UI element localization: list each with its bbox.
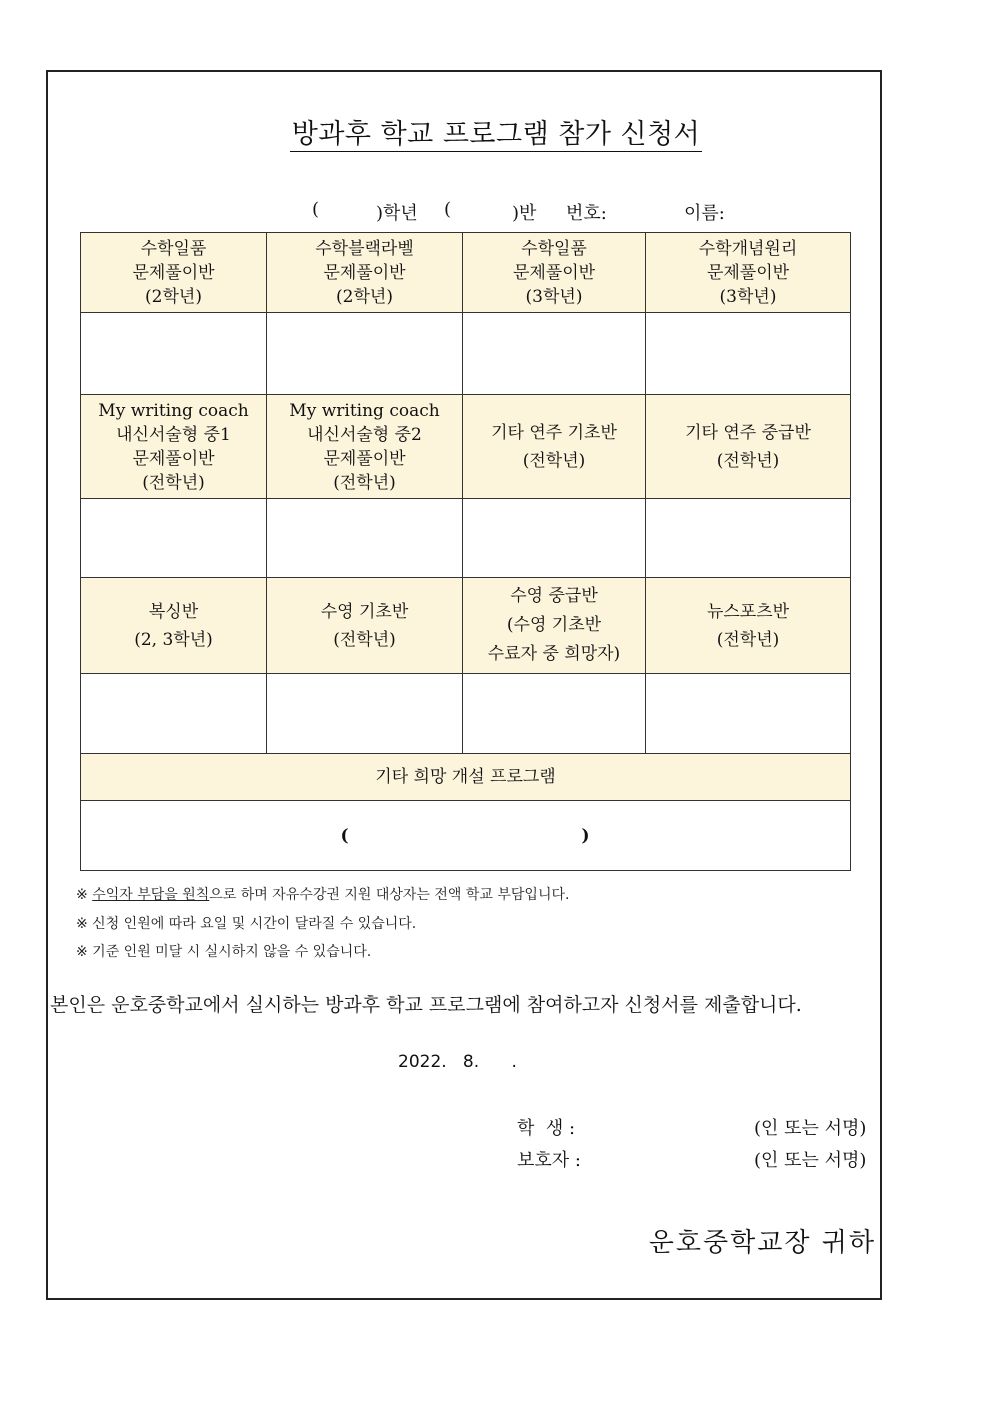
program-cell: 수영 기초반 (전학년) xyxy=(267,578,463,674)
check-cell[interactable] xyxy=(267,499,463,578)
check-cell[interactable] xyxy=(646,674,851,754)
program-cell: 수학개념원리 문제풀이반 (3학년) xyxy=(646,233,851,313)
program-cell: 수학일품 문제풀이반 (3학년) xyxy=(463,233,646,313)
other-program-input[interactable]: ( ) xyxy=(81,801,851,871)
check-cell[interactable] xyxy=(267,674,463,754)
grade-label: )학년 xyxy=(376,203,418,224)
program-cell: 뉴스포츠반 (전학년) xyxy=(646,578,851,674)
program-cell: 수영 중급반 (수영 기초반 수료자 중 희망자) xyxy=(463,578,646,674)
notice-3: ※ 기준 인원 미달 시 실시하지 않을 수 있습니다. xyxy=(76,944,372,960)
check-cell[interactable] xyxy=(81,674,267,754)
class-label: )반 xyxy=(512,203,537,224)
program-table xyxy=(80,232,851,871)
class-open: ( xyxy=(444,199,452,220)
number-label: 번호: xyxy=(566,203,607,224)
check-cell[interactable] xyxy=(267,313,463,395)
student-seal[interactable]: (인 또는 서명) xyxy=(754,1118,867,1139)
program-cell: 복싱반 (2, 3학년) xyxy=(81,578,267,674)
declaration-text: 본인은 운호중학교에서 실시하는 방과후 학교 프로그램에 참여하고자 신청서를 제출합니다. xyxy=(50,994,802,1016)
principal-addressee: 운호중학교장 귀하 xyxy=(648,1228,876,1258)
guardian-seal[interactable]: (인 또는 서명) xyxy=(754,1150,867,1171)
grade-open: ( xyxy=(312,199,320,220)
program-cell: My writing coach 내신서술형 중1 문제풀이반 (전학년) xyxy=(81,395,267,499)
check-cell[interactable] xyxy=(81,499,267,578)
date-line: 2022. 8. . xyxy=(398,1052,517,1072)
check-cell[interactable] xyxy=(463,674,646,754)
notice-1: ※ 수익자 부담을 원칙으로 하며 자유수강권 지원 대상자는 전액 학교 부담입니다. xyxy=(76,887,570,903)
check-cell[interactable] xyxy=(646,313,851,395)
form-title: 방과후 학교 프로그램 참가 신청서 xyxy=(291,119,701,150)
check-cell[interactable] xyxy=(463,313,646,395)
check-cell[interactable] xyxy=(463,499,646,578)
check-cell[interactable] xyxy=(646,499,851,578)
student-label: 학 생 : xyxy=(517,1118,576,1139)
guardian-label: 보호자 : xyxy=(517,1150,581,1171)
program-cell: My writing coach 내신서술형 중2 문제풀이반 (전학년) xyxy=(267,395,463,499)
program-cell: 수학일품 문제풀이반 (2학년) xyxy=(81,233,267,313)
check-cell[interactable] xyxy=(81,313,267,395)
program-cell: 수학블랙라벨 문제풀이반 (2학년) xyxy=(267,233,463,313)
name-label: 이름: xyxy=(684,203,725,224)
program-cell: 기타 연주 기초반 (전학년) xyxy=(463,395,646,499)
program-cell: 기타 연주 중급반 (전학년) xyxy=(646,395,851,499)
notice-2: ※ 신청 인원에 따라 요일 및 시간이 달라질 수 있습니다. xyxy=(76,916,417,932)
other-program-header: 기타 희망 개설 프로그램 xyxy=(81,754,851,801)
